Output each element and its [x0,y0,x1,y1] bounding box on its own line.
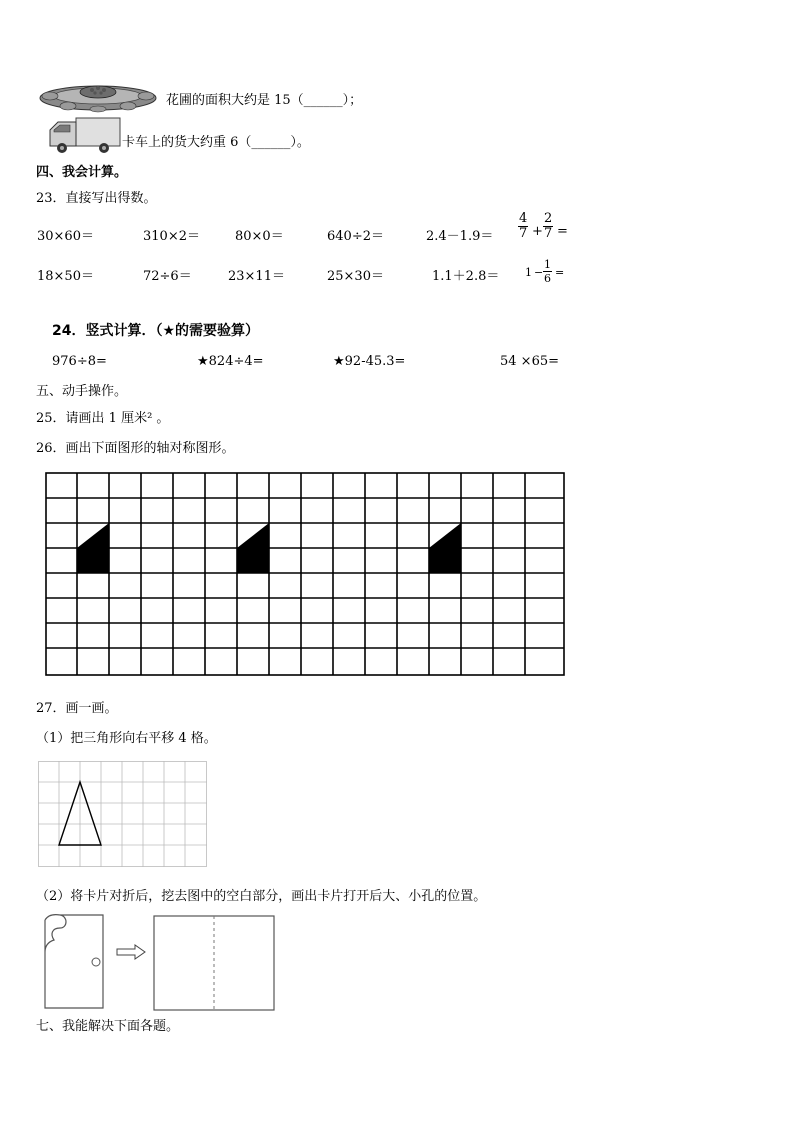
filled-trapezoid-2 [237,523,269,573]
filled-trapezoid-3 [429,523,461,573]
oral-calc-item: 310×2＝ [143,229,200,244]
fraction-numerator: 2 [544,211,553,226]
symmetry-grid[interactable] [45,472,565,676]
vertical-calc-item: 54 ×65= [500,354,560,369]
opened-card-answer-area[interactable] [153,915,275,1011]
fraction-denominator: 6 [544,272,551,285]
section-7-heading: 七、我能解决下面各题。 [36,1019,180,1034]
truck-question: 卡车上的货大约重 6（______）。 [122,135,310,150]
oral-calc-item: 640÷2＝ [327,229,384,244]
folded-card-image [42,912,106,1012]
fraction-denominator: 7 [544,226,553,241]
question-23: 23．直接写出得数。 [36,191,157,206]
filled-trapezoid-1 [77,523,109,573]
question-27: 27．画一画。 [36,701,118,716]
fraction-numerator: 1 [544,258,551,271]
translation-grid[interactable] [38,761,208,867]
fraction-a [518,212,528,241]
section-4-heading: 四、我会计算。 [36,165,128,180]
fraction-denominator: 7 [519,226,528,241]
garden-image [38,78,158,112]
oral-calc-item: 23×11＝ [228,269,285,284]
small-hole [92,958,100,966]
section-5-heading: 五、动手操作。 [36,384,128,399]
vertical-calc-item: 976÷8= [52,354,107,369]
whole-number: 1 [525,266,532,279]
fraction-b [543,212,553,241]
question-25: 25．请画出 1 厘米² 。 [36,411,170,426]
fraction-numerator: 4 [519,211,528,226]
oral-calc-item: 72÷6＝ [143,269,192,284]
question-26: 26．画出下面图形的轴对称图形。 [36,441,235,456]
oral-calc-item: 1.1＋2.8＝ [432,269,500,284]
oral-calc-item: 25×30＝ [327,269,384,284]
equals-sign: = [555,266,565,279]
vertical-calc-item: ★824÷4= [197,354,264,369]
question-24: 24．竖式计算．（★的需要验算） [52,323,260,339]
grid-lines [46,473,564,675]
oral-calc-item: 2.4－1.9＝ [426,229,494,244]
plus-sign: + [532,224,543,239]
arrow-right-icon [116,944,146,960]
fraction-c [543,258,552,285]
garden-question: 花圃的面积大约是 15（______）； [166,93,363,108]
equals-sign: = [557,224,568,239]
question-27-part-1: （1）把三角形向右平移 4 格。 [36,731,217,746]
oral-calc-item: 18×50＝ [37,269,94,284]
minus-sign: − [534,266,544,279]
truck-image [46,116,122,156]
oral-calc-item: 80×0＝ [235,229,284,244]
oral-calc-item: 30×60＝ [37,229,94,244]
vertical-calc-item: ★92-45.3= [333,354,406,369]
question-27-part-2: （2）将卡片对折后，挖去图中的空白部分，画出卡片打开后大、小孔的位置。 [36,889,487,904]
